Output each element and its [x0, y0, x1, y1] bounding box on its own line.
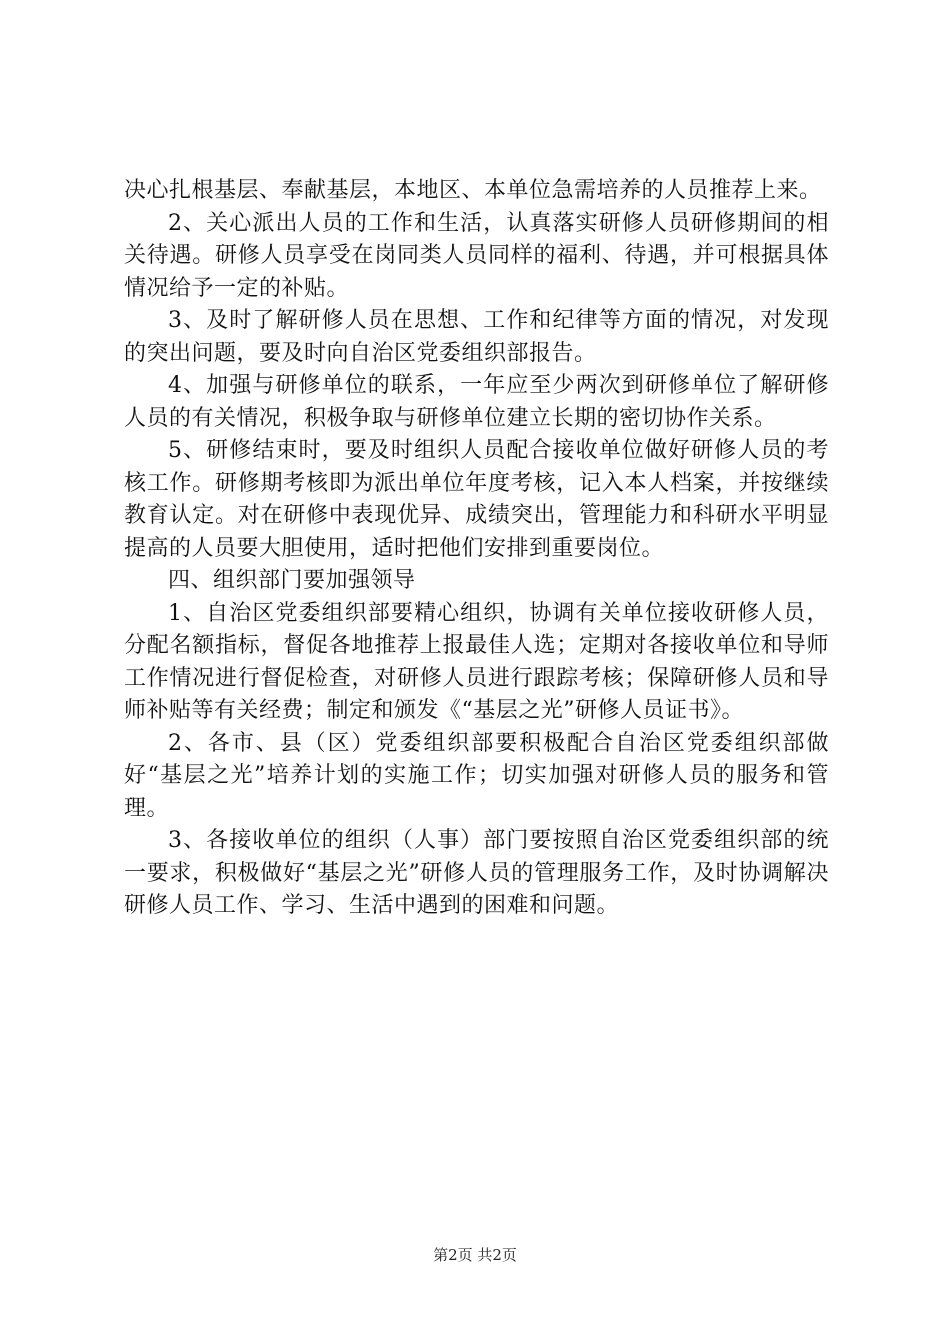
paragraph-6: 1、自治区党委组织部要精心组织，协调有关单位接收研修人员，分配名额指标，督促各地推荐上报最佳人选；定期对各接收单位和导师工作情况进行督促检查，对研修人员进行跟踪考核；保障研修人员和导师补贴等有关经费；制定和颁发《“基层之光”研修人员证书》。 [124, 600, 829, 723]
paragraph-7: 2、各市、县（区）党委组织部要积极配合自治区党委组织部做好“基层之光”培养计划的实施工作；切实加强对研修人员的服务和管理。 [124, 730, 829, 821]
document-body [124, 175, 829, 923]
paragraph-3: 3、及时了解研修人员在思想、工作和纪律等方面的情况，对发现的突出问题，要及时向自治区党委组织部报告。 [124, 308, 829, 366]
paragraph-1: 决心扎根基层、奉献基层，本地区、本单位急需培养的人员推荐上来。 [124, 178, 822, 203]
paragraph-2: 2、关心派出人员的工作和生活，认真落实研修人员研修期间的相关待遇。研修人员享受在岗同类人员同样的福利、待遇，并可根据具体情况给予一定的补贴。 [124, 210, 829, 301]
paragraph-4: 4、加强与研修单位的联系，一年应至少两次到研修单位了解研修人员的有关情况，积极争取与研修单位建立长期的密切协作关系。 [124, 373, 829, 431]
section-heading-4: 四、组织部门要加强领导 [168, 568, 416, 593]
page-number-footer: 第2页 共2页 [433, 1246, 517, 1264]
paragraph-5: 5、研修结束时，要及时组织人员配合接收单位做好研修人员的考核工作。研修期考核即为派出单位年度考核，记入本人档案，并按继续教育认定。对在研修中表现优异、成绩突出，管理能力和科研水平明显提高的人员要大胆使用，适时把他们安排到重要岗位。 [124, 438, 829, 561]
paragraph-8: 3、各接收单位的组织（人事）部门要按照自治区党委组织部的统一要求，积极做好“基层之光”研修人员的管理服务工作，及时协调解决研修人员工作、学习、生活中遇到的困难和问题。 [124, 828, 829, 918]
